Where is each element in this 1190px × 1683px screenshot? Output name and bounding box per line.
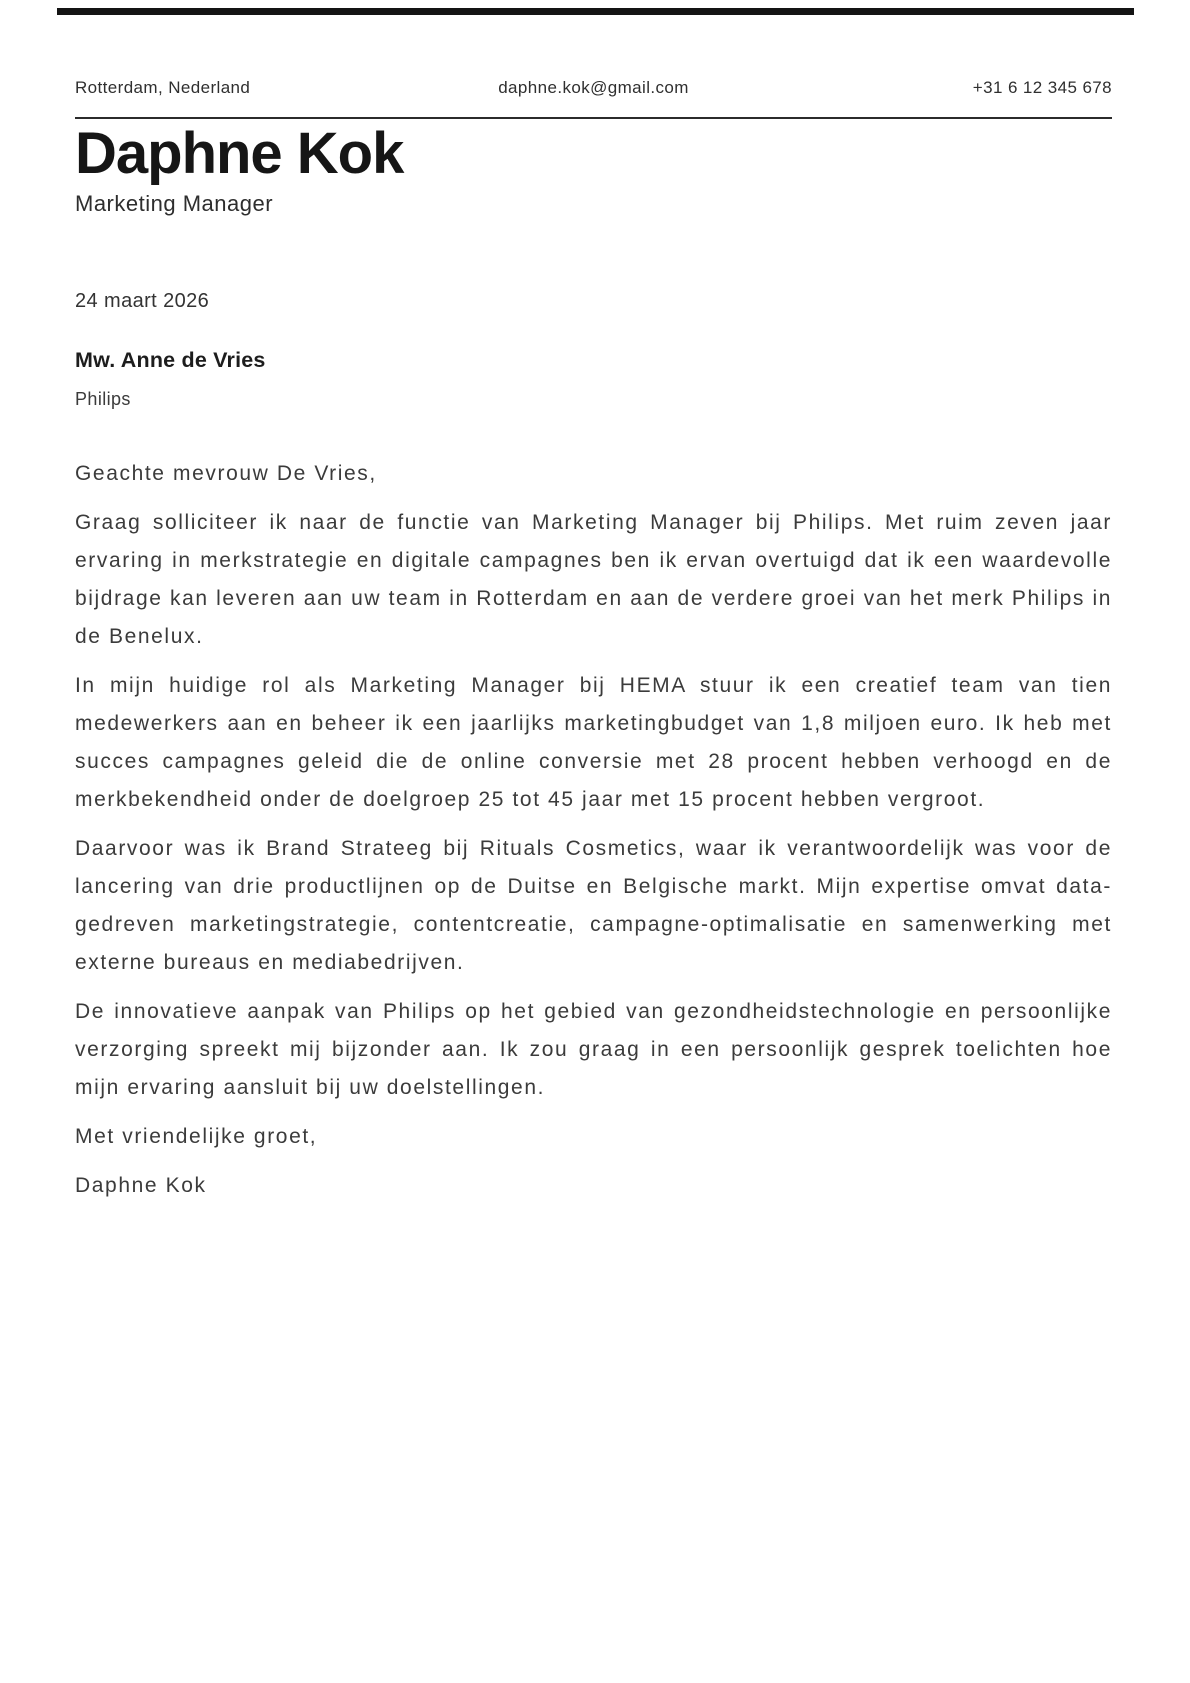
job-title: Marketing Manager xyxy=(75,191,274,216)
closing-phrase: Met vriendelijke groet, xyxy=(75,1125,318,1148)
salutation: Geachte mevrouw De Vries, xyxy=(75,462,377,485)
header-divider xyxy=(75,117,1112,119)
letter-body xyxy=(75,455,1112,1205)
contact-phone: +31 6 12 345 678 xyxy=(972,78,1113,97)
signature-name: Daphne Kok xyxy=(75,1174,207,1197)
contact-email: daphne.kok@gmail.com xyxy=(498,78,689,97)
body-paragraph: De innovatieve aanpak van Philips op het gebied van gezondheidstechnologie en persoonlijke verzorging spreekt mij bijzonder aan. Ik zou graag in een persoonlijk gesprek toelichten hoe mijn ervaring aansluit bij uw doelstellingen. xyxy=(75,1000,1112,1099)
body-paragraph: In mijn huidige rol als Marketing Manager bij HEMA stuur ik een creatief team van tien medewerkers aan en beheer ik een jaarlijks marketingbudget van 1,8 miljoen euro. Ik heb met succes campagnes geleid die de online conversie met 28 procent hebben verhoogd en de merkbekendheid onder de doelgroep 25 tot 45 jaar met 15 procent hebben vergroot. xyxy=(75,674,1112,811)
contact-info-row xyxy=(75,78,1112,98)
letter-date: 24 maart 2026 xyxy=(75,290,210,312)
recipient-name: Mw. Anne de Vries xyxy=(75,348,266,372)
person-name-heading: Daphne Kok xyxy=(75,121,404,186)
recipient-company: Philips xyxy=(75,389,131,409)
contact-location: Rotterdam, Nederland xyxy=(75,78,251,97)
letter-content xyxy=(75,0,1112,1205)
body-paragraph: Graag solliciteer ik naar de functie van Marketing Manager bij Philips. Met ruim zeven jaar ervaring in merkstrategie en digitale campagnes ben ik ervan overtuigd dat ik een waardevolle bijdrage kan leveren aan uw team in Rotterdam en aan de verdere groei van het merk Philips in de Benelux. xyxy=(75,511,1112,648)
body-paragraph: Daarvoor was ik Brand Strateeg bij Rituals Cosmetics, waar ik verantwoordelijk was voor de lancering van drie productlijnen op de Duitse en Belgische markt. Mijn expertise omvat data-gedreven marketingstrategie, contentcreatie, campagne-optimalisatie en samenwerking met externe bureaus en mediabedrijven. xyxy=(75,837,1112,974)
